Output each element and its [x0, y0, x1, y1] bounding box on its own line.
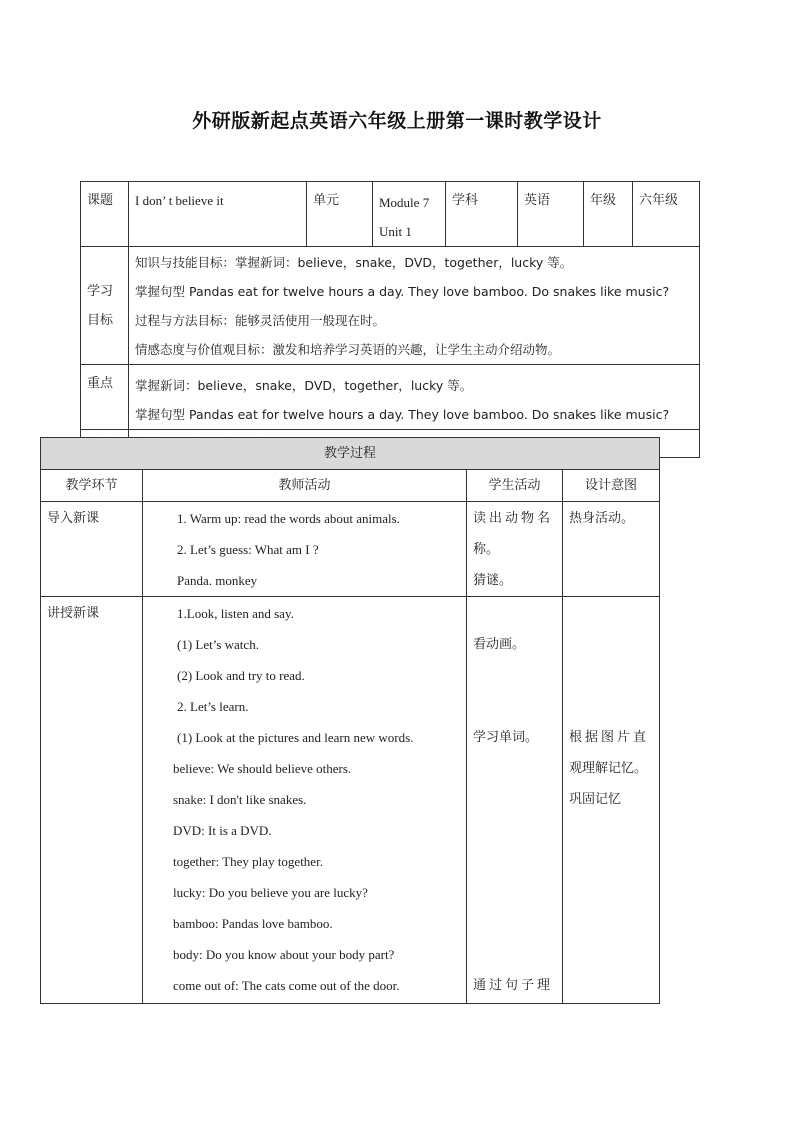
design-intent-line	[569, 691, 653, 722]
student-activity-line: 猜谜。	[473, 573, 513, 588]
stage-new-lesson: 讲授新课	[47, 606, 100, 621]
student-activity-line	[473, 815, 556, 846]
teacher-activity-line: 2. Let’s learn.	[177, 699, 249, 714]
teacher-activity-line: (1) Let’s watch.	[177, 637, 259, 652]
teacher-activity-line: 2. Let’s guess: What am I ?	[177, 542, 319, 557]
student-activity-line	[473, 598, 556, 629]
teacher-activity-line: Panda. monkey	[177, 573, 258, 588]
teacher-activity-line: come out of: The cats come out of the door.	[173, 978, 400, 993]
process-header-row	[41, 438, 660, 470]
design-intent-line	[569, 629, 653, 660]
grade-value: 六年级	[639, 193, 679, 208]
subject-value: 英语	[524, 193, 551, 208]
lesson-value: I don’ t believe it	[135, 193, 224, 208]
student-activity-line	[473, 908, 556, 939]
student-activity-line	[473, 660, 556, 691]
process-row-new-lesson	[41, 597, 660, 1004]
teacher-activity-line: believe: We should believe others.	[173, 761, 352, 776]
col-header-intent: 设计意图	[563, 470, 660, 502]
unit-value-unit: Unit 1	[379, 224, 412, 239]
student-activity-line	[473, 846, 556, 877]
student-activity-line: 通过句子理	[473, 978, 554, 993]
teacher-activity-line: snake: I don't like snakes.	[173, 792, 307, 807]
design-intent-line: 根据图片直	[569, 730, 650, 745]
key-point: 掌握新词：believe，snake，DVD，together，lucky 等。	[135, 378, 473, 393]
col-header-student: 学生活动	[467, 470, 563, 502]
student-activity-line	[473, 877, 556, 908]
student-activity-line: 学习单词。	[473, 730, 539, 745]
goal-item: 过程与方法目标：能够灵活使用一般现在时。	[135, 313, 386, 328]
goal-item: 情感态度与价值观目标：激发和培养学习英语的兴趣，让学生主动介绍动物。	[135, 342, 561, 357]
unit-value-module: Module 7	[379, 195, 430, 210]
col-header-stage: 教学环节	[41, 470, 143, 502]
design-intent-line: 热身活动。	[569, 511, 635, 526]
key-point: 掌握句型 Pandas eat for twelve hours a day. They love bamboo. Do snakes like music?	[135, 407, 670, 422]
document-title: 外研版新起点英语六年级上册第一课时教学设计	[192, 110, 602, 132]
subject-label: 学科	[452, 193, 479, 208]
key-label: 重点	[87, 376, 114, 391]
student-activity-line	[473, 753, 556, 784]
teacher-activity-line: together: They play together.	[173, 854, 323, 869]
teacher-activity-line: (1) Look at the pictures and learn new words.	[177, 730, 414, 745]
teacher-activity-line: 1. Warm up: read the words about animals.	[177, 511, 400, 526]
design-intent-line	[569, 660, 653, 691]
process-columns-row	[41, 470, 660, 502]
teacher-activity-line: body: Do you know about your body part?	[173, 947, 395, 962]
teacher-activity-line: 1.Look, listen and say.	[177, 606, 294, 621]
student-activity-line: 读出动物名	[473, 511, 554, 526]
col-header-teacher: 教师活动	[143, 470, 467, 502]
teacher-activity-line: (2) Look and try to read.	[177, 668, 305, 683]
info-row-lesson	[81, 182, 700, 247]
lesson-info-table	[80, 181, 700, 458]
teacher-activity-line: lucky: Do you believe you are lucky?	[173, 885, 368, 900]
goal-item: 知识与技能目标：掌握新词：believe，snake，DVD，together，lucky 等。	[135, 255, 573, 270]
grade-label: 年级	[590, 193, 617, 208]
teacher-activity-line: DVD: It is a DVD.	[173, 823, 272, 838]
goal-item: 掌握句型 Pandas eat for twelve hours a day. They love bamboo. Do snakes like music?	[135, 284, 670, 299]
design-intent-line	[569, 598, 653, 629]
student-activity-line	[473, 939, 556, 970]
goals-label-1: 学习	[87, 283, 114, 299]
student-activity-line	[473, 784, 556, 815]
stage-intro: 导入新课	[47, 511, 100, 526]
goals-label-2: 目标	[87, 312, 114, 328]
process-row-intro	[41, 502, 660, 597]
info-row-key	[81, 365, 700, 430]
process-header: 教学过程	[41, 438, 660, 470]
teaching-process-table	[40, 437, 660, 1004]
design-intent-line: 观理解记忆。	[569, 761, 648, 776]
unit-label: 单元	[313, 193, 340, 208]
lesson-label: 课题	[87, 193, 114, 208]
student-activity-line	[473, 691, 556, 722]
teacher-activity-line: bamboo: Pandas love bamboo.	[173, 916, 333, 931]
design-intent-line: 巩固记忆	[569, 792, 622, 807]
info-row-goals	[81, 247, 700, 365]
student-activity-line: 称。	[473, 542, 500, 557]
student-activity-line: 看动画。	[473, 637, 526, 652]
